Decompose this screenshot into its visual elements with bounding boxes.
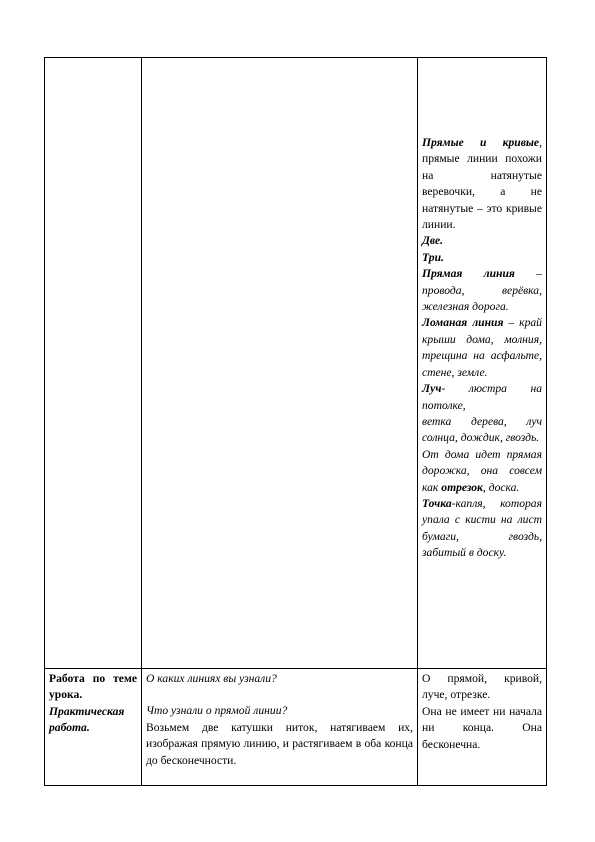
answer-three: Три. xyxy=(422,250,444,264)
teacher-explanation: Возьмем две катушки ниток, натягиваем их, изображая прямую линию, и растягиваем в оба конца до бесконечности. xyxy=(146,720,413,767)
lesson-plan-table xyxy=(44,57,547,786)
table-row xyxy=(45,58,547,669)
stage-subtitle: Практическая работа. xyxy=(49,704,125,735)
answer-straight-line: Прямая линия – провода, верёвка, железная дорога. xyxy=(422,267,542,314)
answer-two: Две. xyxy=(422,234,444,248)
student-answer-2: Она не имеет ни начала ни конца. Она бесконечна. xyxy=(422,704,542,751)
stage-cell xyxy=(45,58,142,669)
answer-broken-line: Ломаная линия – край крыши дома, молния, трещина на асфальте, стене, земле. xyxy=(422,316,542,379)
answer-straight-curved: Прямые и кривые, прямые линии похожи на натянутые веревочки, а не натянутые – это кривые линии. xyxy=(422,136,542,232)
stage-cell xyxy=(45,669,142,786)
answer-segment: От дома идет прямая дорожка, она совсем как отрезок, доска. xyxy=(422,447,542,494)
table-row xyxy=(45,669,547,786)
answer-point: Точка-капля, которая упала с кисти на лист бумаги, гвоздь, забитый в доску. xyxy=(422,496,542,560)
student-answer-1: О прямой, кривой, луче, отрезке. xyxy=(422,672,542,702)
answer-ray-examples: ветка дерева, луч солнца, дождик, гвоздь. xyxy=(422,414,542,445)
student-activity-cell xyxy=(418,669,547,786)
stage-title: Работа по теме урока. xyxy=(49,672,137,702)
student-activity-cell xyxy=(418,58,547,669)
teacher-activity-cell xyxy=(142,669,418,786)
teacher-activity-cell xyxy=(142,58,418,669)
answer-ray: Луч- люстра на потолке, xyxy=(422,382,542,412)
teacher-question-2: Что узнали о прямой линии? xyxy=(146,704,288,718)
teacher-question-1: О каких линиях вы узнали? xyxy=(146,672,277,685)
